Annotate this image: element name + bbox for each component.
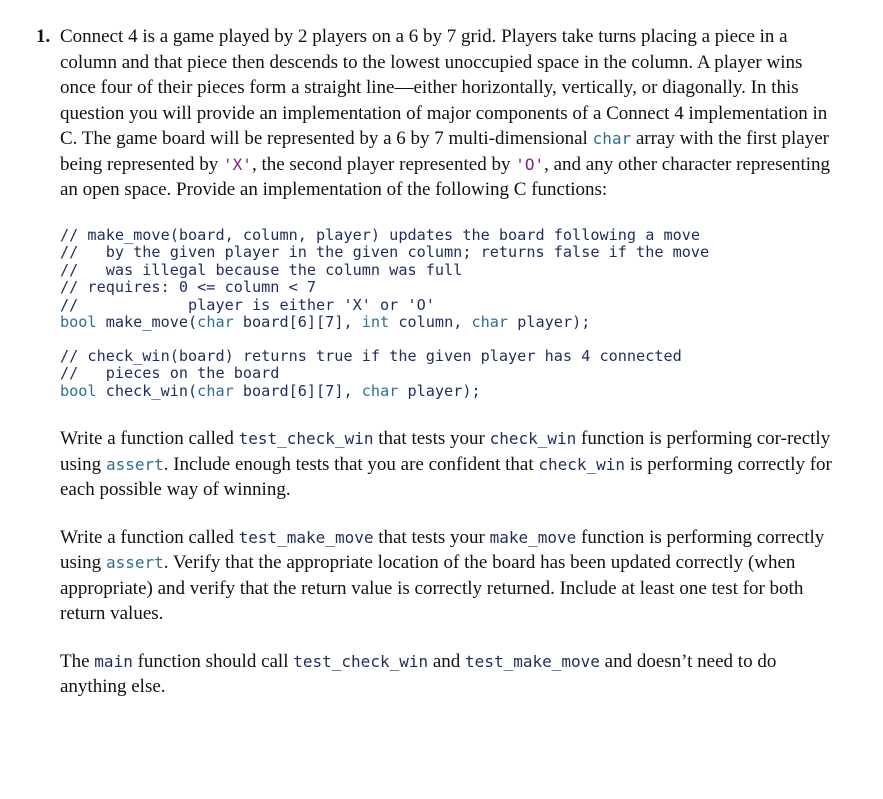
text: The [60, 650, 95, 672]
code-text: player); [398, 381, 481, 400]
intro-text-2: array with the first player being represented by [60, 128, 829, 175]
code-comment-line: // pieces on the board [60, 364, 280, 382]
code-comment-line: // by the given player in the given column; returns false if the move [60, 243, 710, 261]
function-name: check_win [538, 454, 626, 474]
function-name: main [94, 651, 133, 671]
text: function is performing correctly using [60, 526, 825, 573]
x-char-literal: 'X' [223, 154, 252, 174]
code-type: char [471, 313, 509, 331]
text: . Verify that the appropriate location of the board has been updated correctly (when appropriate) and verify that the return value is correctly returned. Include at least one test for both return values. [60, 552, 804, 624]
code-text: board[6][7], [233, 381, 362, 400]
main-paragraph [60, 649, 836, 700]
text: that tests your [373, 526, 490, 548]
code-comment-line: // was illegal because the column was full [60, 260, 463, 279]
text: Write a function called [60, 526, 239, 548]
o-char-literal: 'O' [515, 154, 545, 174]
question-1 [36, 24, 836, 722]
code-comment-line: // make_move(board, column, player) updates the board following a move [60, 225, 701, 244]
code-comment-line: // check_win(board) returns true if the given player has 4 connected [60, 346, 682, 365]
intro-text-3: , the second player represented by [251, 153, 516, 175]
code-type: char [197, 381, 234, 400]
code-text: check_win( [96, 381, 198, 400]
make-move-code-block [60, 227, 836, 332]
code-text: make_move( [96, 313, 198, 331]
text: Write a function called [60, 428, 239, 449]
question-number: 1. [36, 26, 51, 47]
intro-text-1: Connect 4 is a game played by 2 players on a 6 by 7 grid. Players take turns placing a piece in a column and that piece then descends to the lowest unoccupied space in the column. A player wins once four of their pieces form a straight line—either horizontally, vertically, or diagonally. In this question you will provide an implementation of major components of a Connect 4 implementation in C. The game board will be represented by a 6 by 7 multi-dimensional [60, 26, 828, 149]
code-type: int [361, 313, 390, 331]
function-name: test_make_move [238, 527, 374, 547]
check-win-signature [60, 383, 836, 401]
text: is performing correctly for each possible way of winning. [60, 453, 832, 500]
code-type: bool [60, 381, 97, 400]
function-name: test_check_win [238, 429, 374, 448]
intro-text-4: , and any other character representing an open space. Provide an implementation of the following C functions: [60, 153, 831, 200]
code-type: bool [60, 313, 97, 331]
code-type: char [197, 313, 234, 331]
make-move-signature [60, 314, 836, 332]
function-name: assert [105, 454, 164, 474]
intro-paragraph [60, 24, 836, 203]
text: function should call [132, 650, 294, 672]
char-keyword: char [592, 129, 632, 148]
function-name: test_make_move [465, 651, 600, 671]
check-win-code-block [60, 348, 836, 401]
test-check-win-paragraph [60, 426, 836, 503]
function-name: test_check_win [293, 651, 429, 671]
text: function is performing cor-rectly using [60, 428, 831, 475]
function-name: make_move [489, 527, 577, 547]
text: and doesn’t need to do anything else. [60, 650, 777, 697]
code-comment-line: // requires: 0 <= column < 7 [60, 278, 317, 296]
text: . Include enough tests that you are confident that [163, 453, 539, 475]
code-type: char [361, 381, 399, 400]
test-make-move-paragraph [60, 525, 836, 627]
function-name: check_win [489, 429, 577, 448]
code-text: player); [508, 313, 591, 331]
text: and [428, 650, 466, 672]
code-text: board[6][7], [233, 313, 362, 331]
text: that tests your [373, 428, 490, 449]
code-text: column, [389, 313, 472, 331]
function-name: assert [105, 553, 164, 572]
code-comment-line: // player is either 'X' or 'O' [60, 295, 435, 314]
question-body [60, 24, 836, 700]
